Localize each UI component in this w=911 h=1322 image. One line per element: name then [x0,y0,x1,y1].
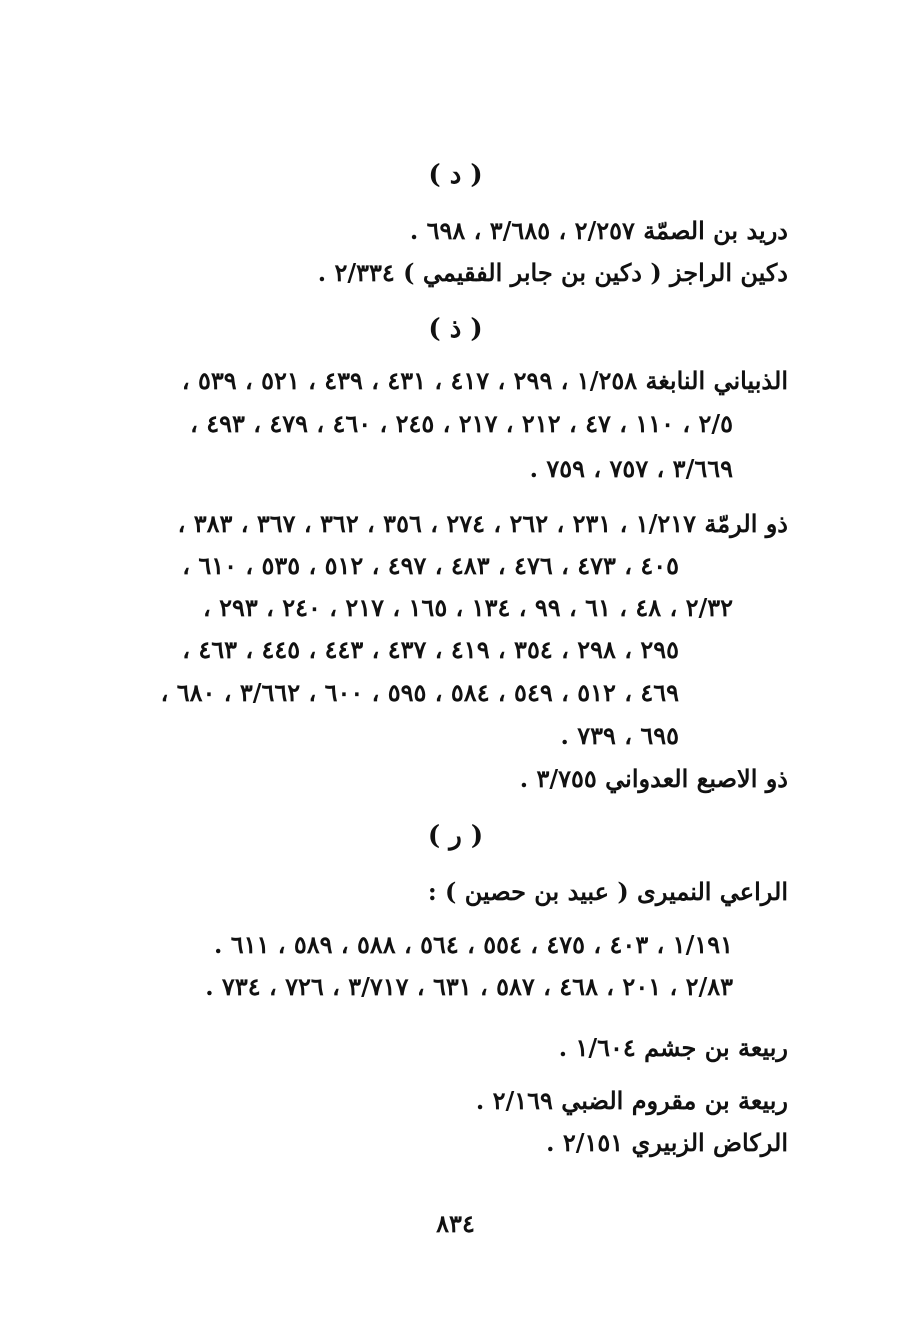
entry-rai-line-2: ٢/٨٣ ، ٢٠١ ، ٤٦٨ ، ٥٨٧ ، ٦٣١ ، ٣/٧١٧ ، ٧٢٦ ، ٧٣٤ . [205,972,733,1001]
entry-rumma-line-3: ٢/٣٢ ، ٤٨ ، ٦١ ، ٩٩ ، ١٣٤ ، ١٦٥ ، ٢١٧ ، ٢٤٠ ، ٢٩٣ ، [203,593,733,622]
entry-rabia-maqrum: ربيعة بن مقروم الضبي ٢/١٦٩ . [475,1086,788,1115]
section-heading-ra: ( ر ) [427,821,484,851]
entry-durayd: دريد بن الصمّة ٢/٢٥٧ ، ٣/٦٨٥ ، ٦٩٨ . [409,216,788,245]
section-heading-dhal: ( ذ ) [428,314,483,344]
entry-rumma-line-2: ٤٠٥ ، ٤٧٣ ، ٤٧٦ ، ٤٨٣ ، ٤٩٧ ، ٥١٢ ، ٥٣٥ ، ٦١٠ ، [182,551,679,580]
entry-rai-line-1: ١/١٩١ ، ٤٠٣ ، ٤٧٥ ، ٥٥٤ ، ٥٦٤ ، ٥٨٨ ، ٥٨٩ ، ٦١١ . [213,930,733,959]
page-number: ٨٣٤ [436,1209,475,1238]
entry-dhubyani-line-2: ٢/٥ ، ١١٠ ، ٤٧ ، ٢١٢ ، ٢١٧ ، ٢٤٥ ، ٤٦٠ ، ٤٧٩ ، ٤٩٣ ، [190,409,733,438]
entry-rai-heading: الراعي النميرى ( عبيد بن حصين ) : [427,877,788,906]
entry-rakkad: الركاض الزبيري ٢/١٥١ . [546,1128,788,1157]
entry-rabia-jusham: ربيعة بن جشم ١/٦٠٤ . [558,1033,788,1062]
entry-rumma-line-5: ٤٦٩ ، ٥١٢ ، ٥٤٩ ، ٥٨٤ ، ٥٩٥ ، ٦٠٠ ، ٣/٦٦٢ ، ٦٨٠ ، [160,678,679,707]
entry-dukayn: دكين الراجز ( دكين بن جابر الفقيمي ) ٢/٣٣٤ . [317,258,788,287]
entry-dhubyani-line-1: الذبياني النابغة ١/٢٥٨ ، ٢٩٩ ، ٤١٧ ، ٤٣١ ، ٤٣٩ ، ٥٢١ ، ٥٣٩ ، [181,366,788,395]
entry-isba: ذو الاصبع العدواني ٣/٧٥٥ . [519,764,788,793]
entry-rumma-line-1: ذو الرمّة ١/٢١٧ ، ٢٣١ ، ٢٦٢ ، ٢٧٤ ، ٣٥٦ ، ٣٦٢ ، ٣٦٧ ، ٣٨٣ ، [177,509,788,538]
entry-dhubyani-line-3: ٣/٦٦٩ ، ٧٥٧ ، ٧٥٩ . [529,454,733,483]
entry-rumma-line-6: ٦٩٥ ، ٧٣٩ . [560,721,679,750]
entry-rumma-line-4: ٢٩٥ ، ٢٩٨ ، ٣٥٤ ، ٤١٩ ، ٤٣٧ ، ٤٤٣ ، ٤٤٥ ، ٤٦٣ ، [182,635,679,664]
section-heading-dal: ( د ) [428,160,483,190]
